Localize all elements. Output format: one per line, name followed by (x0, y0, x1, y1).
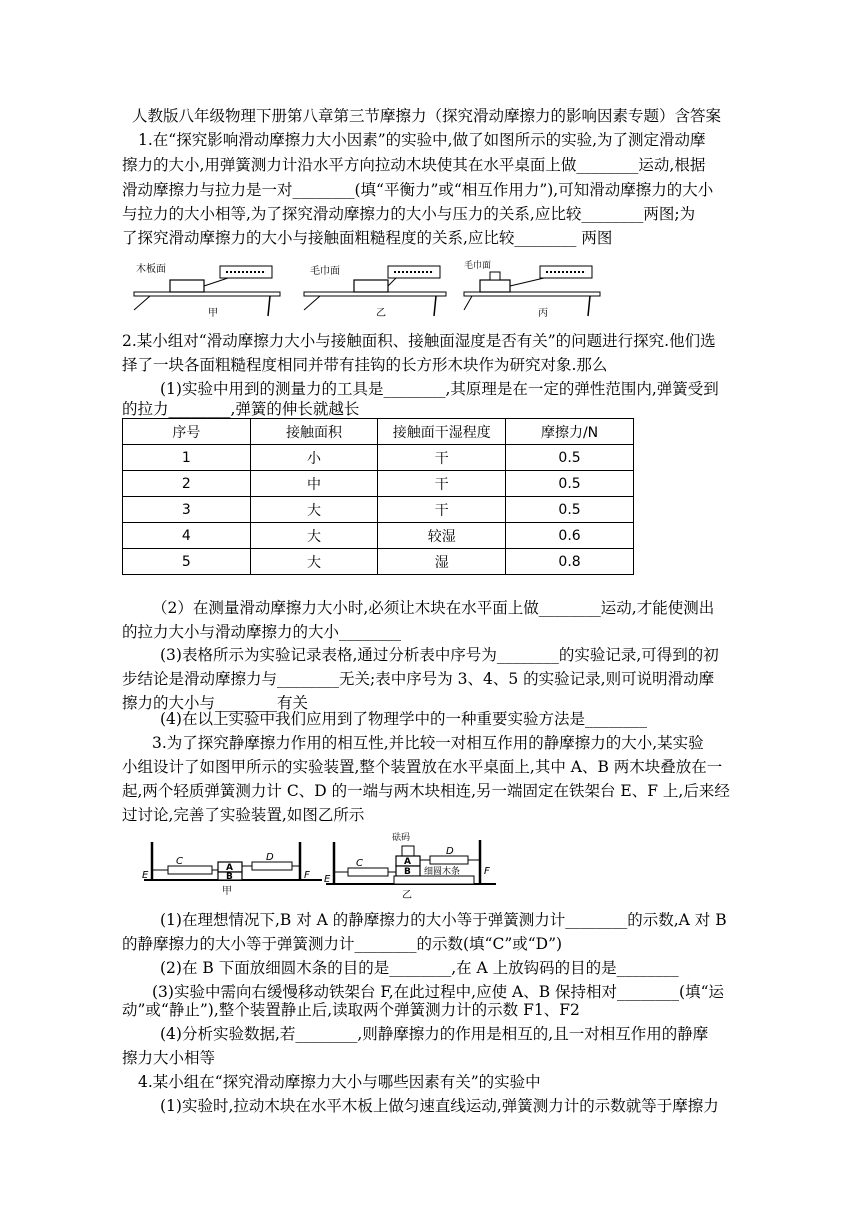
fig2-jia-B: B (226, 872, 233, 882)
q1-line-1: 1.在“探究影响滑动摩擦力大小因素”的实验中,做了如图所示的实验,为了测定滑动摩 (138, 131, 706, 149)
q3-part3-line-2: 动”或“静止”),整个装置静止后,读取两个弹簧测力计的示数 F1、F2 (122, 1001, 580, 1019)
table-cell: 3 (123, 497, 251, 523)
q1-line-5: 了探究滑动摩擦力的大小与接触面粗糙程度的关系,应比较________ 两图 (122, 229, 613, 247)
fig2-yi-F: F (484, 866, 490, 877)
table-cell: 0.8 (506, 549, 634, 575)
table-cell: 大 (250, 497, 378, 523)
q4-line-1: 4.某小组在“探究滑动摩擦力大小与哪些因素有关”的实验中 (138, 1073, 541, 1091)
fig1-label-jia: 木板面 (136, 264, 166, 275)
table-cell: 0.6 (506, 523, 634, 549)
setup-yi-static (324, 831, 496, 901)
table-header: 接触面积 (250, 419, 378, 445)
q2-line-3: (1)实验中用到的测量力的工具是________,其原理是在一定的弹性范围内,弹簧受到 (160, 380, 719, 398)
fig1-caption-yi: 乙 (376, 308, 386, 318)
table-cell: 2 (123, 471, 251, 497)
table-header: 摩擦力/N (506, 419, 634, 445)
fig2-yi-caption: 乙 (402, 890, 412, 901)
table-cell: 干 (378, 445, 506, 471)
table-row (123, 445, 634, 471)
table-cell: 0.5 (506, 445, 634, 471)
table-cell: 0.5 (506, 471, 634, 497)
setup-yi (304, 264, 446, 318)
q1-line-2: 擦力的大小,用弹簧测力计沿水平方向拉动木块使其在水平桌面上做________运动,根据 (122, 156, 706, 174)
setup-jia (134, 262, 280, 318)
fig1-label-bing: 毛巾面 (464, 261, 492, 271)
q3-part4-line-1: (4)分析实验数据,若________,则静摩擦力的作用是相互的,且一对相互作用的静摩 (160, 1025, 709, 1043)
q2-part4-line: (4)在以上实验中我们应用到了物理学中的一种重要实验方法是________ (160, 710, 647, 728)
q3-line-2: 小组设计了如图甲所示的实验装置,整个装置放在水平桌面上,其中 A、B 两木块叠放在一 (122, 758, 723, 776)
fig2-jia-C: C (176, 856, 183, 867)
q3-part1-line-1: (1)在理想情况下,B 对 A 的静摩擦力的大小等于弹簧测力计________的示数,A 对 B (160, 911, 727, 929)
fig2-yi-C: C (356, 858, 363, 869)
fig2-jia-E: E (142, 870, 149, 881)
table-cell: 大 (250, 549, 378, 575)
table-header: 序号 (123, 419, 251, 445)
fig1-caption-bing: 丙 (538, 308, 548, 318)
table-cell: 较湿 (378, 523, 506, 549)
table-row (123, 549, 634, 575)
q1-line-4: 与拉力的大小相等,为了探究滑动摩擦力的大小与压力的关系,应比较________两图;为 (122, 205, 696, 223)
fig2-yi-A: A (404, 857, 411, 867)
fig2-yi-rod: 细圆木条 (424, 867, 461, 877)
table-cell: 中 (250, 471, 378, 497)
table-cell: 4 (123, 523, 251, 549)
q3-part2-line: (2)在 B 下面放细圆木条的目的是________,在 A 上放钩码的目的是________ (160, 959, 679, 977)
q3-line-4: 过讨论,完善了实验装置,如图乙所示 (122, 806, 365, 824)
q3-part1-line-2: 的静摩擦力的大小等于弹簧测力计________的示数(填“C”或“D”) (122, 935, 563, 953)
table-cell: 1 (123, 445, 251, 471)
setup-bing (464, 259, 600, 318)
fig2-yi-D: D (446, 846, 454, 857)
q3-part4-line-2: 擦力大小相等 (122, 1049, 216, 1067)
q3-line-3: 起,两个轻质弹簧测力计 C、D 的一端与两木块相连,另一端固定在铁架台 E、F 上,后来经 (122, 782, 730, 800)
table-cell: 大 (250, 523, 378, 549)
table-cell: 5 (123, 549, 251, 575)
table-cell: 干 (378, 497, 506, 523)
q3-part3-line-1: (3)实验中需向右缓慢移动铁架台 F,在此过程中,应使 A、B 保持相对________(填“运 (152, 983, 724, 1001)
fig2-jia-caption: 甲 (222, 886, 232, 897)
fig2-jia-A: A (226, 863, 233, 873)
table-cell: 0.5 (506, 497, 634, 523)
table-cell: 干 (378, 471, 506, 497)
table-header-row (123, 419, 634, 445)
fig2-yi-B: B (404, 867, 411, 877)
q4-line-2: (1)实验时,拉动木块在水平木板上做匀速直线运动,弹簧测力计的示数就等于摩擦力 (160, 1097, 719, 1115)
friction-experiment-figure (130, 258, 730, 318)
q2-part2-line-2: 的拉力大小与滑动摩擦力的大小________ (122, 623, 402, 641)
q2-part3-line-3: 擦力的大小与________有关 (122, 694, 309, 712)
table-row (123, 471, 634, 497)
q2-part2-line-1: （2）在测量滑动摩擦力大小时,必须让木块在水平面上做________运动,才能使测出 (152, 599, 715, 617)
fig2-yi-weight: 砝码 (392, 833, 411, 843)
q3-line-1: 3.为了探究静摩擦力作用的相互性,并比较一对相互作用的静摩擦力的大小,某实验 (152, 734, 704, 752)
q2-line-1: 2.某小组对“滑动摩擦力大小与接触面积、接触面湿度是否有关”的问题进行探究.他们选 (122, 332, 716, 350)
fig2-yi-E: E (324, 874, 331, 885)
q2-line-2: 择了一块各面粗糙程度相同并带有挂钩的长方形木块作为研究对象.那么 (122, 356, 608, 374)
page-title: 人教版八年级物理下册第八章第三节摩擦力（探究滑动摩擦力的影响因素专题）含答案 (132, 107, 722, 125)
q2-line-4: 的拉力________,弹簧的伸长就越长 (122, 400, 360, 418)
q2-part3-line-2: 步结论是滑动摩擦力与________无关;表中序号为 3、4、5 的实验记录,则可说明滑动摩 (122, 670, 715, 688)
friction-data-table (122, 418, 634, 575)
q1-line-3: 滑动摩擦力与拉力是一对________(填“平衡力”或“相互作用力”),可知滑动摩擦力的大小 (122, 181, 714, 199)
table-row (123, 497, 634, 523)
fig1-label-yi: 毛巾面 (310, 266, 340, 277)
table-cell: 小 (250, 445, 378, 471)
table-cell: 湿 (378, 549, 506, 575)
static-friction-figure (140, 828, 500, 904)
fig2-jia-F: F (304, 870, 310, 881)
setup-jia-static (142, 842, 322, 897)
fig2-jia-D: D (266, 852, 274, 863)
fig1-caption-jia: 甲 (208, 308, 218, 318)
table-row (123, 523, 634, 549)
table-header: 接触面干湿程度 (378, 419, 506, 445)
q2-part3-line-1: (3)表格所示为实验记录表格,通过分析表中序号为________的实验记录,可得到的初 (160, 646, 719, 664)
